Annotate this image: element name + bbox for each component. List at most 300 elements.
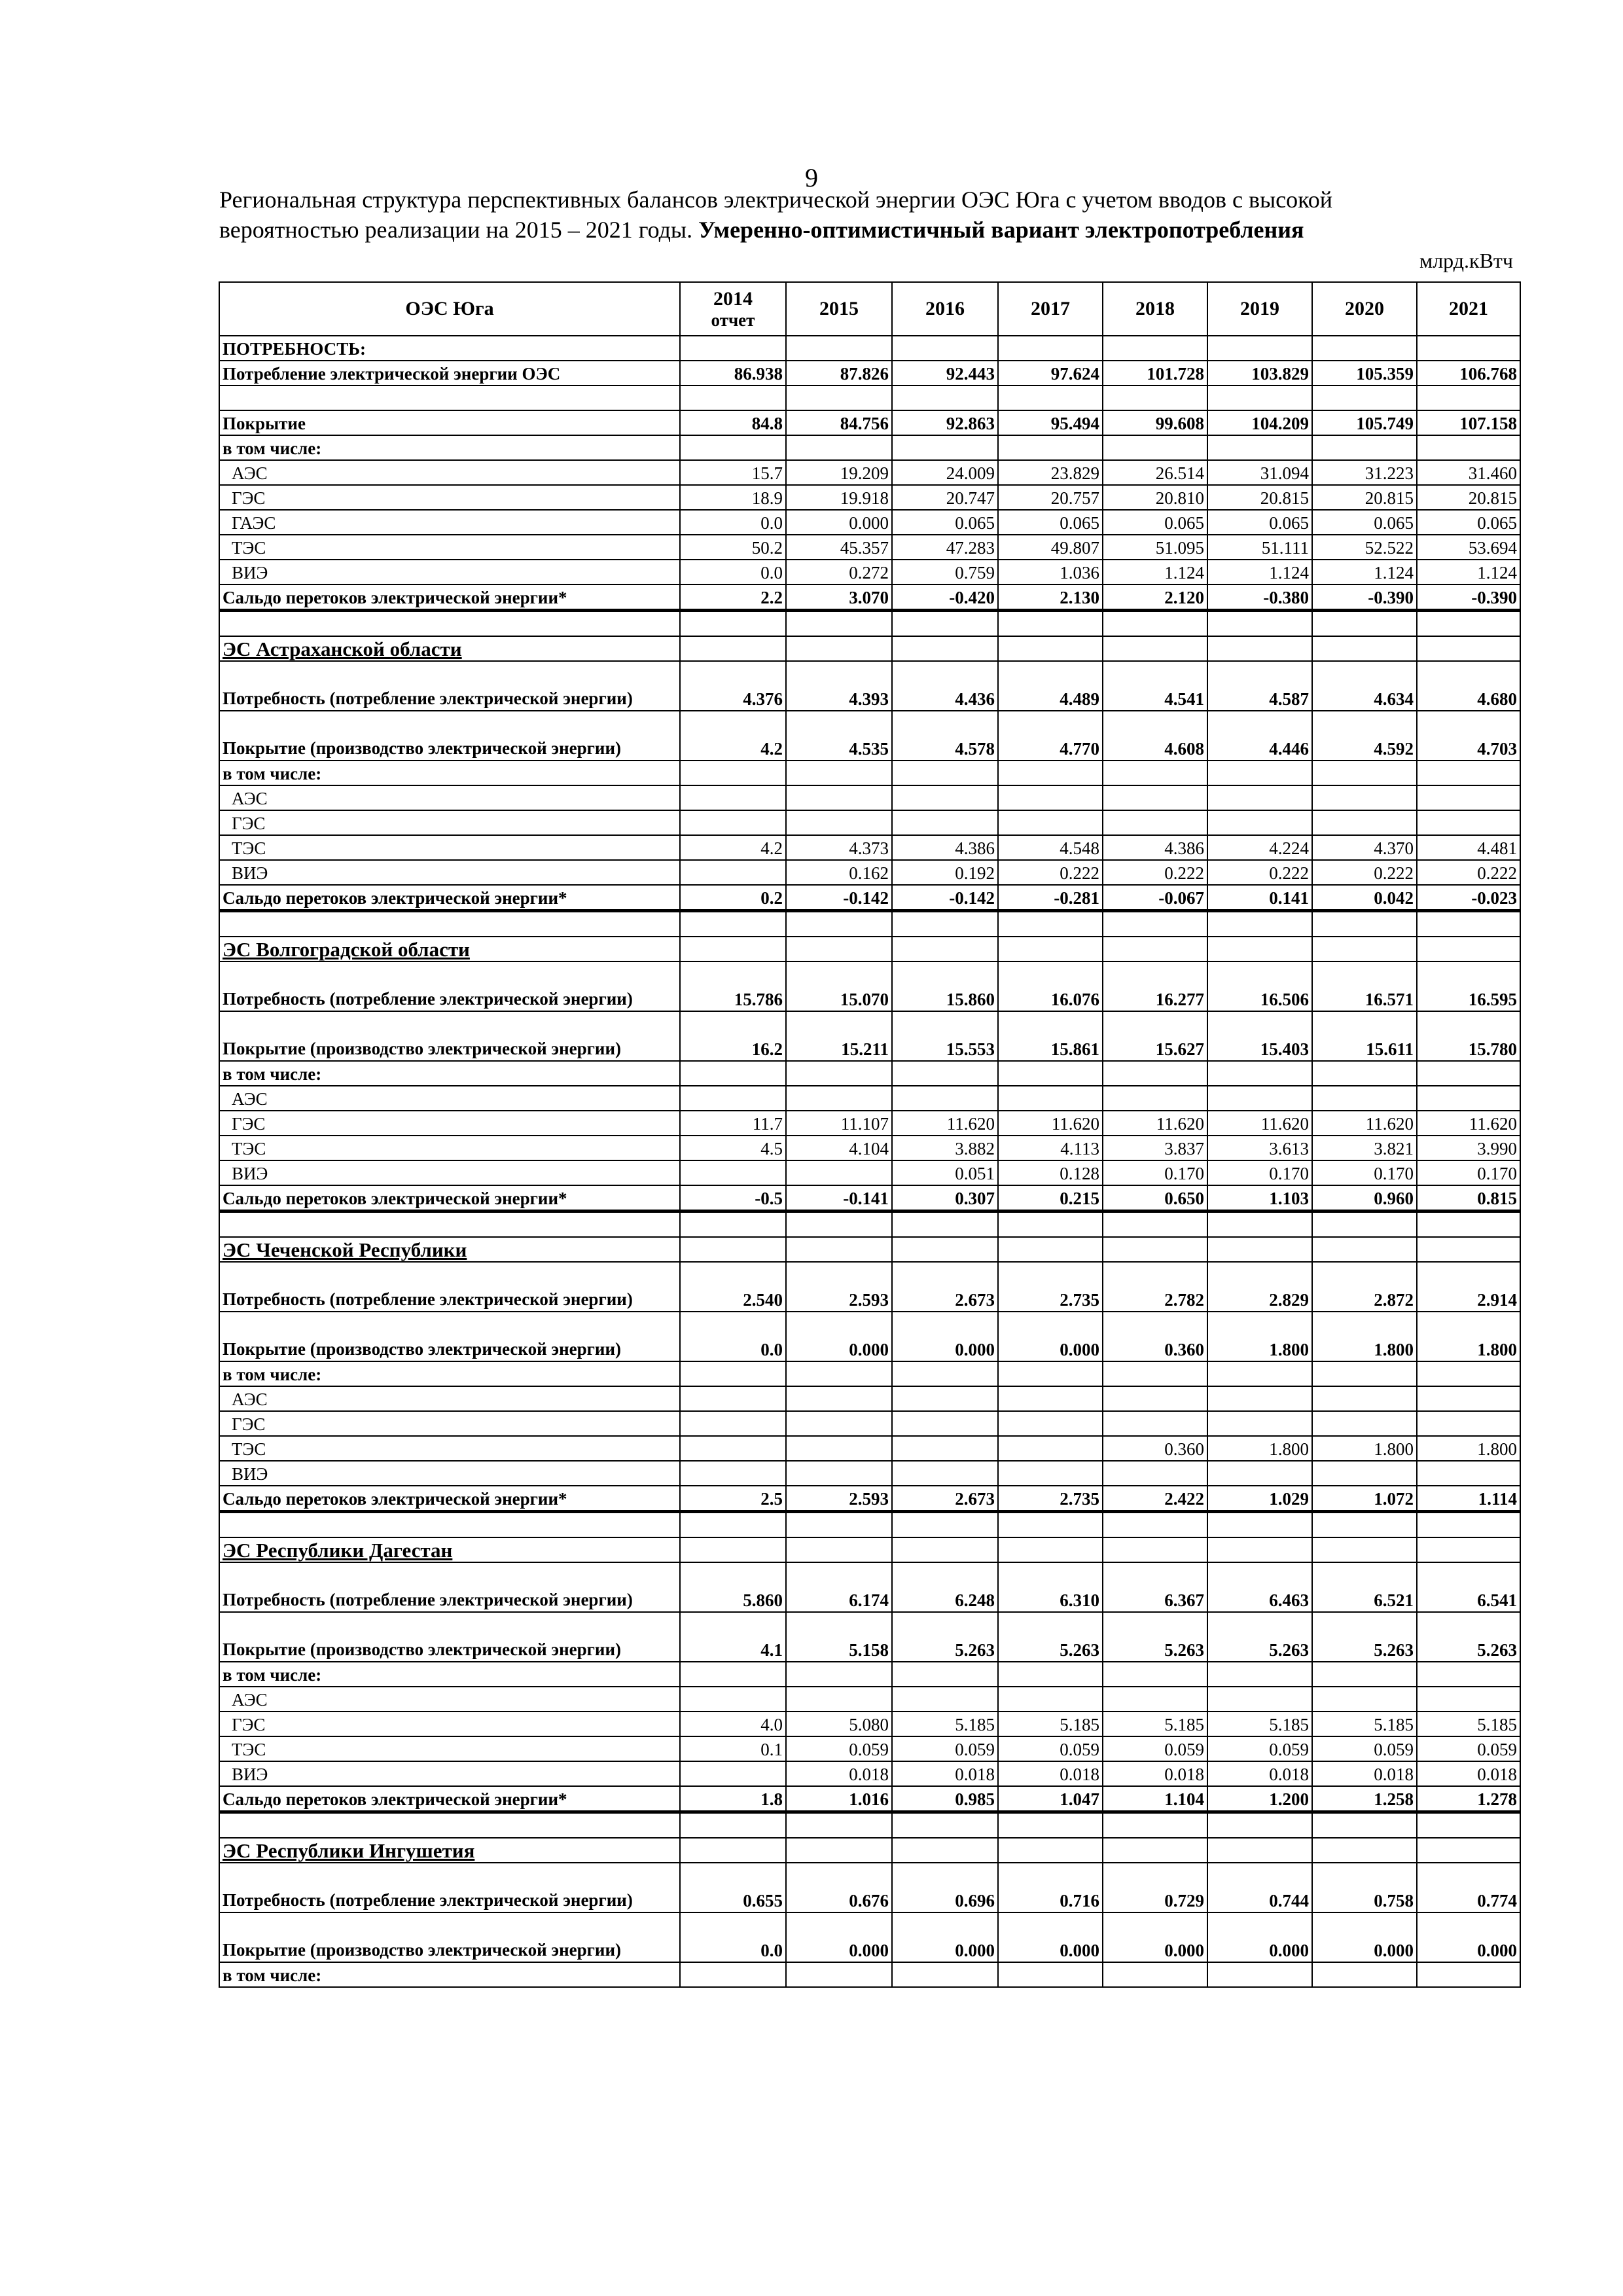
table-cell — [998, 1386, 1103, 1411]
table-cell — [1417, 1061, 1520, 1086]
table-cell — [1207, 1086, 1312, 1111]
row-label: АЭС — [219, 785, 680, 810]
table-cell — [1207, 1687, 1312, 1712]
table-cell: 20.810 — [1103, 485, 1207, 510]
table-cell: -0.142 — [892, 885, 998, 911]
table-cell — [1312, 1237, 1417, 1262]
table-cell: 0.065 — [998, 510, 1103, 535]
row-label — [219, 386, 680, 410]
table-cell: 4.703 — [1417, 711, 1520, 761]
row-label: в том числе: — [219, 1962, 680, 1987]
row-label: ВИЭ — [219, 1461, 680, 1486]
row-label — [219, 911, 680, 937]
table-row — [219, 584, 1520, 611]
table-row — [219, 1237, 1520, 1262]
table-cell — [1103, 937, 1207, 961]
table-cell: 3.613 — [1207, 1136, 1312, 1160]
table-cell — [786, 1061, 892, 1086]
row-label: в том числе: — [219, 1361, 680, 1386]
table-row — [219, 1086, 1520, 1111]
table-row — [219, 611, 1520, 637]
table-cell: -0.141 — [786, 1185, 892, 1211]
table-cell: 5.860 — [680, 1562, 786, 1612]
table-cell: 20.815 — [1417, 485, 1520, 510]
table-cell — [892, 1237, 998, 1262]
table-cell: 0.696 — [892, 1863, 998, 1912]
table-cell: 1.029 — [1207, 1486, 1312, 1512]
table-cell: 105.749 — [1312, 410, 1417, 435]
table-cell — [680, 1962, 786, 1987]
table-cell — [1207, 1061, 1312, 1086]
table-cell: -0.067 — [1103, 885, 1207, 911]
table-cell — [1312, 1962, 1417, 1987]
table-cell: 0.716 — [998, 1863, 1103, 1912]
table-cell — [998, 761, 1103, 785]
table-cell: 103.829 — [1207, 361, 1312, 386]
table-cell: 106.768 — [1417, 361, 1520, 386]
table-row — [219, 1361, 1520, 1386]
table-cell: 1.124 — [1207, 560, 1312, 584]
table-cell: 107.158 — [1417, 410, 1520, 435]
table-cell — [998, 1537, 1103, 1562]
table-cell — [1207, 1962, 1312, 1987]
table-cell — [1103, 336, 1207, 361]
table-row — [219, 835, 1520, 860]
table-cell — [1312, 1411, 1417, 1436]
table-row — [219, 937, 1520, 961]
table-cell: 0.170 — [1417, 1160, 1520, 1185]
table-cell — [1312, 761, 1417, 785]
table-cell: 51.111 — [1207, 535, 1312, 560]
table-row — [219, 485, 1520, 510]
table-cell: 0.128 — [998, 1160, 1103, 1185]
section-title — [219, 1237, 680, 1262]
table-row — [219, 661, 1520, 711]
table-cell — [680, 860, 786, 885]
table-cell — [998, 1687, 1103, 1712]
table-cell: 0.000 — [786, 510, 892, 535]
table-cell — [998, 1436, 1103, 1461]
table-cell — [786, 761, 892, 785]
table-cell — [1207, 785, 1312, 810]
table-cell: 4.535 — [786, 711, 892, 761]
header-year: 2019 — [1207, 282, 1312, 336]
row-label: Потребность (потребление электрической энергии) — [219, 661, 680, 711]
table-cell — [1103, 1411, 1207, 1436]
table-cell — [1207, 761, 1312, 785]
table-cell: 18.9 — [680, 485, 786, 510]
table-cell: 1.800 — [1207, 1312, 1312, 1361]
table-cell: 20.815 — [1207, 485, 1312, 510]
table-cell — [1312, 336, 1417, 361]
table-cell: 3.821 — [1312, 1136, 1417, 1160]
table-cell — [680, 1386, 786, 1411]
table-cell — [892, 1812, 998, 1839]
row-label: АЭС — [219, 460, 680, 485]
table-cell — [1103, 911, 1207, 937]
row-label: Сальдо перетоков электрической энергии* — [219, 1786, 680, 1812]
table-cell: 0.744 — [1207, 1863, 1312, 1912]
table-cell — [1103, 1361, 1207, 1386]
table-cell — [680, 435, 786, 460]
table-cell — [786, 386, 892, 410]
table-cell: 0.676 — [786, 1863, 892, 1912]
table-cell — [1417, 810, 1520, 835]
table-cell: 20.747 — [892, 485, 998, 510]
table-cell — [680, 1086, 786, 1111]
table-cell: 2.130 — [998, 584, 1103, 611]
table-cell: 0.222 — [998, 860, 1103, 885]
table-cell — [892, 1411, 998, 1436]
table-cell — [680, 1512, 786, 1538]
table-cell — [680, 911, 786, 937]
table-cell: 0.650 — [1103, 1185, 1207, 1211]
table-cell: 0.018 — [1103, 1761, 1207, 1786]
table-cell: -0.380 — [1207, 584, 1312, 611]
table-cell: 4.0 — [680, 1712, 786, 1736]
table-cell: 16.277 — [1103, 961, 1207, 1011]
table-row — [219, 1111, 1520, 1136]
table-cell: 0.0 — [680, 1912, 786, 1962]
row-label: ПОТРЕБНОСТЬ: — [219, 336, 680, 361]
table-cell — [680, 1461, 786, 1486]
table-cell: 104.209 — [1207, 410, 1312, 435]
table-cell: 2.673 — [892, 1486, 998, 1512]
table-row — [219, 1312, 1520, 1361]
table-cell: 0.2 — [680, 885, 786, 911]
table-cell — [892, 435, 998, 460]
table-cell — [1103, 1812, 1207, 1839]
table-cell — [892, 1061, 998, 1086]
table-cell — [1103, 1237, 1207, 1262]
row-label: Покрытие (производство электрической энергии) — [219, 1011, 680, 1061]
table-cell: 0.272 — [786, 560, 892, 584]
table-cell: 1.114 — [1417, 1486, 1520, 1512]
table-cell: 16.571 — [1312, 961, 1417, 1011]
table-cell: 0.222 — [1417, 860, 1520, 885]
table-row — [219, 1411, 1520, 1436]
table-row — [219, 1786, 1520, 1812]
header-year-2014 — [680, 282, 786, 336]
table-cell — [892, 1687, 998, 1712]
table-cell: 0.960 — [1312, 1185, 1417, 1211]
table-cell — [892, 386, 998, 410]
table-cell: 0.758 — [1312, 1863, 1417, 1912]
table-cell: 0.059 — [1207, 1736, 1312, 1761]
row-label: ТЭС — [219, 1436, 680, 1461]
table-cell — [892, 1086, 998, 1111]
table-cell: 16.2 — [680, 1011, 786, 1061]
table-cell: 0.059 — [1417, 1736, 1520, 1761]
table-cell — [680, 1436, 786, 1461]
table-cell: 1.124 — [1103, 560, 1207, 584]
row-label: Сальдо перетоков электрической энергии* — [219, 885, 680, 911]
table-cell: 15.860 — [892, 961, 998, 1011]
table-cell — [786, 1512, 892, 1538]
table-cell: 97.624 — [998, 361, 1103, 386]
table-cell: 4.113 — [998, 1136, 1103, 1160]
table-cell: 6.248 — [892, 1562, 998, 1612]
table-cell — [998, 386, 1103, 410]
table-cell — [1417, 911, 1520, 937]
table-cell — [1207, 435, 1312, 460]
table-cell: 4.1 — [680, 1612, 786, 1662]
table-cell: 2.422 — [1103, 1486, 1207, 1512]
table-cell: -0.142 — [786, 885, 892, 911]
table-cell: 0.018 — [1207, 1761, 1312, 1786]
table-cell: 1.103 — [1207, 1185, 1312, 1211]
table-cell: -0.023 — [1417, 885, 1520, 911]
table-cell: -0.5 — [680, 1185, 786, 1211]
table-cell: 1.200 — [1207, 1786, 1312, 1812]
table-cell — [1417, 611, 1520, 637]
table-cell — [1103, 761, 1207, 785]
table-cell — [1312, 937, 1417, 961]
table-cell: 0.000 — [1417, 1912, 1520, 1962]
table-cell — [1312, 1537, 1417, 1562]
table-cell: 31.094 — [1207, 460, 1312, 485]
table-cell: 31.460 — [1417, 460, 1520, 485]
table-cell: 0.0 — [680, 560, 786, 584]
table-cell: 0.170 — [1312, 1160, 1417, 1185]
table-cell: 0.985 — [892, 1786, 998, 1812]
table-cell: 11.620 — [1312, 1111, 1417, 1136]
table-cell — [1417, 1838, 1520, 1863]
table-cell — [786, 911, 892, 937]
table-row — [219, 810, 1520, 835]
table-cell: 2.872 — [1312, 1262, 1417, 1312]
table-cell — [680, 1812, 786, 1839]
table-row — [219, 911, 1520, 937]
table-cell — [786, 611, 892, 637]
table-cell: 95.494 — [998, 410, 1103, 435]
table-cell — [1417, 435, 1520, 460]
table-cell: 15.7 — [680, 460, 786, 485]
table-cell: 2.2 — [680, 584, 786, 611]
table-row — [219, 711, 1520, 761]
table-cell: 4.386 — [1103, 835, 1207, 860]
table-cell: 0.1 — [680, 1736, 786, 1761]
title-text: Региональная структура перспективных балансов электрической энергии ОЭС Юга с учетом вводов с высокой вероятностью реализации на 2015 – 2021 годы. — [219, 187, 1333, 243]
table-row — [219, 361, 1520, 386]
row-label — [219, 1812, 680, 1839]
table-cell — [892, 937, 998, 961]
header-year: 2021 — [1417, 282, 1520, 336]
table-cell — [786, 1436, 892, 1461]
table-cell — [1103, 1512, 1207, 1538]
row-label: Покрытие (производство электрической энергии) — [219, 1312, 680, 1361]
table-cell: 5.185 — [1207, 1712, 1312, 1736]
table-cell: 5.263 — [1312, 1612, 1417, 1662]
table-cell: 0.065 — [1312, 510, 1417, 535]
table-cell — [1207, 1812, 1312, 1839]
table-cell: 0.000 — [998, 1312, 1103, 1361]
table-cell — [892, 1662, 998, 1687]
table-row — [219, 386, 1520, 410]
table-row — [219, 1662, 1520, 1687]
table-row — [219, 1863, 1520, 1912]
table-cell: 15.611 — [1312, 1011, 1417, 1061]
table-cell — [1207, 1386, 1312, 1411]
table-row — [219, 1962, 1520, 1987]
table-cell — [998, 1361, 1103, 1386]
table-row — [219, 761, 1520, 785]
table-cell — [680, 1537, 786, 1562]
header-year: 2017 — [998, 282, 1103, 336]
table-cell: 11.107 — [786, 1111, 892, 1136]
table-cell — [1417, 1237, 1520, 1262]
table-cell: 99.608 — [1103, 410, 1207, 435]
table-cell: -0.420 — [892, 584, 998, 611]
table-cell — [680, 810, 786, 835]
table-cell — [680, 611, 786, 637]
table-cell — [998, 810, 1103, 835]
table-cell: 4.224 — [1207, 835, 1312, 860]
section-title — [219, 1838, 680, 1863]
table-cell — [892, 911, 998, 937]
section-title-text: ЭС Республики Ингушетия — [223, 1839, 475, 1862]
table-cell: 6.521 — [1312, 1562, 1417, 1612]
table-cell — [1103, 1086, 1207, 1111]
table-cell — [680, 1160, 786, 1185]
table-cell — [998, 336, 1103, 361]
table-cell — [1207, 1662, 1312, 1687]
table-cell: 3.070 — [786, 584, 892, 611]
table-cell: 5.263 — [892, 1612, 998, 1662]
row-label — [219, 1512, 680, 1538]
row-label: Потребность (потребление электрической энергии) — [219, 1863, 680, 1912]
table-cell: 105.359 — [1312, 361, 1417, 386]
table-cell: 1.258 — [1312, 1786, 1417, 1812]
table-cell: 0.170 — [1207, 1160, 1312, 1185]
table-row — [219, 1562, 1520, 1612]
table-cell: 0.065 — [1417, 510, 1520, 535]
row-label: Покрытие — [219, 410, 680, 435]
table-row — [219, 1537, 1520, 1562]
table-cell: 3.837 — [1103, 1136, 1207, 1160]
table-cell: 4.680 — [1417, 661, 1520, 711]
row-label: в том числе: — [219, 1061, 680, 1086]
table-cell — [1103, 810, 1207, 835]
table-cell: 0.059 — [1103, 1736, 1207, 1761]
table-cell: 19.209 — [786, 460, 892, 485]
table-row — [219, 1612, 1520, 1662]
table-cell — [1103, 1838, 1207, 1863]
table-cell: 0.222 — [1312, 860, 1417, 885]
table-cell — [892, 1211, 998, 1238]
table-cell — [1103, 785, 1207, 810]
table-cell: 1.104 — [1103, 1786, 1207, 1812]
table-cell: -0.390 — [1417, 584, 1520, 611]
table-cell: 1.036 — [998, 560, 1103, 584]
table-cell: 4.481 — [1417, 835, 1520, 860]
table-row — [219, 1211, 1520, 1238]
table-cell — [998, 1061, 1103, 1086]
table-cell — [1312, 611, 1417, 637]
table-row — [219, 1736, 1520, 1761]
table-cell: 0.000 — [998, 1912, 1103, 1962]
header-label: ОЭС Юга — [219, 282, 680, 336]
row-label: ГЭС — [219, 810, 680, 835]
table-cell — [1312, 636, 1417, 661]
table-row — [219, 1486, 1520, 1512]
table-cell: 45.357 — [786, 535, 892, 560]
table-cell: 0.360 — [1103, 1436, 1207, 1461]
table-cell: 0.655 — [680, 1863, 786, 1912]
table-cell: 0.000 — [892, 1912, 998, 1962]
table-cell — [786, 1461, 892, 1486]
table-cell: 5.185 — [1312, 1712, 1417, 1736]
table-cell: 4.436 — [892, 661, 998, 711]
table-cell — [1103, 611, 1207, 637]
table-row — [219, 1687, 1520, 1712]
table-cell — [998, 1812, 1103, 1839]
table-cell: 2.5 — [680, 1486, 786, 1512]
table-cell: 0.360 — [1103, 1312, 1207, 1361]
table-cell: 0.065 — [892, 510, 998, 535]
table-cell — [1312, 1512, 1417, 1538]
row-label: ВИЭ — [219, 560, 680, 584]
table-cell: 19.918 — [786, 485, 892, 510]
table-cell: 0.065 — [1103, 510, 1207, 535]
table-cell — [892, 1962, 998, 1987]
table-cell: 3.882 — [892, 1136, 998, 1160]
table-cell: 5.158 — [786, 1612, 892, 1662]
table-cell — [680, 1838, 786, 1863]
table-cell — [1417, 386, 1520, 410]
table-row — [219, 1838, 1520, 1863]
table-cell — [680, 937, 786, 961]
table-cell: 26.514 — [1103, 460, 1207, 485]
table-cell — [1417, 1537, 1520, 1562]
table-cell: 1.800 — [1417, 1312, 1520, 1361]
table-cell: 11.620 — [1207, 1111, 1312, 1136]
table-cell: 1.278 — [1417, 1786, 1520, 1812]
table-cell — [786, 1361, 892, 1386]
row-label: ГЭС — [219, 1111, 680, 1136]
table-cell: 5.263 — [1417, 1612, 1520, 1662]
table-cell: 0.759 — [892, 560, 998, 584]
row-label: Сальдо перетоков электрической энергии* — [219, 1185, 680, 1211]
table-cell: 4.370 — [1312, 835, 1417, 860]
table-cell — [892, 1537, 998, 1562]
table-cell: 1.072 — [1312, 1486, 1417, 1512]
table-cell — [1207, 1461, 1312, 1486]
table-cell: 0.192 — [892, 860, 998, 885]
row-label: Потребность (потребление электрической энергии) — [219, 1262, 680, 1312]
row-label: ТЭС — [219, 835, 680, 860]
table-cell — [786, 1812, 892, 1839]
table-cell: 0.059 — [892, 1736, 998, 1761]
table-cell: 2.735 — [998, 1486, 1103, 1512]
table-cell — [786, 1211, 892, 1238]
table-cell — [998, 636, 1103, 661]
units-label: млрд.кВтч — [1419, 249, 1513, 272]
table-cell — [1312, 435, 1417, 460]
table-cell: 2.593 — [786, 1262, 892, 1312]
table-cell: 15.780 — [1417, 1011, 1520, 1061]
table-cell: 6.463 — [1207, 1562, 1312, 1612]
row-label: ТЭС — [219, 535, 680, 560]
table-cell — [1312, 386, 1417, 410]
table-cell — [680, 785, 786, 810]
table-cell — [1312, 1061, 1417, 1086]
table-cell — [998, 1512, 1103, 1538]
table-cell — [786, 937, 892, 961]
table-cell: 0.0 — [680, 1312, 786, 1361]
table-cell: 49.807 — [998, 535, 1103, 560]
table-cell: 0.059 — [1312, 1736, 1417, 1761]
